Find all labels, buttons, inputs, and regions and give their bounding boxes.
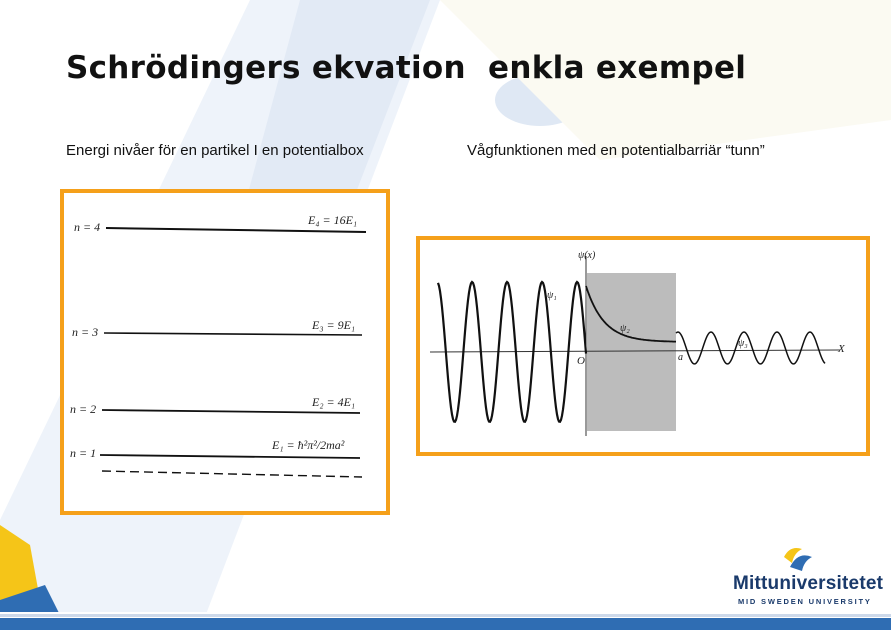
psi3-curve [676, 332, 825, 364]
energy-levels-figure [60, 189, 390, 515]
logo-name: Mittuniversitetet [733, 573, 884, 594]
level-energy-n1: E₁ = ħ²π²/2ma² [272, 438, 345, 452]
level-label-n3: n = 3 [72, 325, 99, 339]
left-caption: Energi nivåer för en partikel I en potentialbox [66, 142, 364, 159]
right-caption: Vågfunktionen med en potentialbarriär “tunn” [467, 142, 765, 159]
level-line-n3 [104, 333, 362, 335]
level-line-n4 [106, 228, 366, 232]
barrier-end-label: a [678, 352, 683, 363]
logo-subtitle: MID SWEDEN UNIVERSITY [738, 597, 872, 606]
university-logo-mark [780, 543, 816, 575]
level-energy-n4: E₄ = 16E₁ [308, 213, 358, 227]
potential-barrier [587, 273, 676, 431]
level-label-n4: n = 4 [74, 220, 101, 234]
wavefunction-figure [416, 236, 870, 456]
level-label-n2: n = 2 [70, 402, 97, 416]
level-line-n1 [100, 455, 360, 458]
psi2-label: ψ₂ [620, 323, 630, 334]
x-axis-label: X [838, 343, 845, 355]
level-line-n2 [102, 410, 360, 413]
psi1-label: ψ₁ [547, 290, 557, 301]
slide-title: Schrödingers ekvation enkla exempel [66, 50, 747, 86]
potential-floor-line [102, 471, 362, 477]
level-energy-n3: E₃ = 9E₁ [312, 318, 356, 332]
psi3-label: ψ₃ [738, 338, 748, 349]
level-energy-n2: E₂ = 4E₁ [312, 395, 356, 409]
y-axis-label: ψ(x) [578, 250, 596, 261]
level-label-n1: n = 1 [70, 446, 97, 460]
origin-label: O [577, 355, 585, 367]
